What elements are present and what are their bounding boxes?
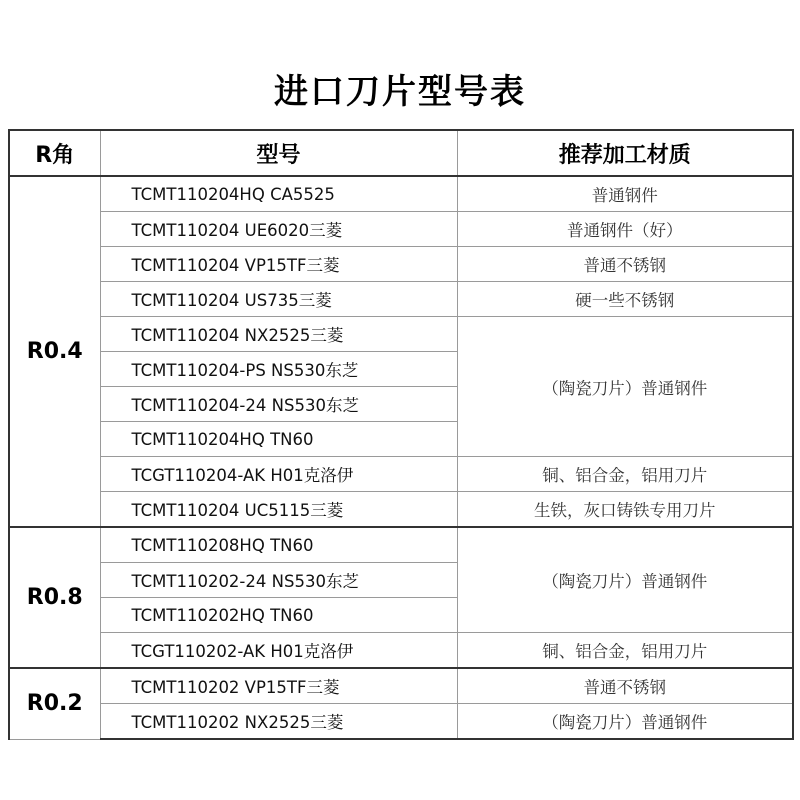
model-cell: TCMT110202 VP15TF三菱 [100,668,457,704]
model-cell: TCGT110202-AK H01克洛伊 [100,633,457,669]
table-row [9,668,793,704]
table-row [9,247,793,282]
header-material: 推荐加工材质 [457,130,793,176]
material-cell: （陶瓷刀片）普通钢件 [457,317,793,457]
r-angle-cell: R0.2 [9,668,100,739]
model-cell: TCMT110204-24 NS530东芝 [100,387,457,422]
r-angle-cell: R0.4 [9,176,100,527]
r-angle-cell: R0.8 [9,527,100,668]
insert-model-table [8,129,794,740]
material-cell: 铜、铝合金，铝用刀片 [457,457,793,492]
table-header-row [9,130,793,176]
table-row [9,317,793,352]
material-cell: （陶瓷刀片）普通钢件 [457,704,793,740]
table-row [9,704,793,740]
model-cell: TCMT110204 VP15TF三菱 [100,247,457,282]
material-cell: 普通钢件 [457,176,793,212]
material-cell: （陶瓷刀片）普通钢件 [457,527,793,633]
model-cell: TCMT110204 UC5115三菱 [100,492,457,528]
model-cell: TCGT110204-AK H01克洛伊 [100,457,457,492]
table-row [9,527,793,563]
table-row [9,212,793,247]
material-cell: 铜、铝合金，铝用刀片 [457,633,793,669]
model-cell: TCMT110204-PS NS530东芝 [100,352,457,387]
table-row [9,633,793,669]
model-cell: TCMT110204 US735三菱 [100,282,457,317]
table-row [9,457,793,492]
material-cell: 生铁，灰口铸铁专用刀片 [457,492,793,528]
table-row [9,282,793,317]
model-cell: TCMT110202HQ TN60 [100,598,457,633]
model-cell: TCMT110204 UE6020三菱 [100,212,457,247]
material-cell: 硬一些不锈钢 [457,282,793,317]
header-model: 型号 [100,130,457,176]
model-cell: TCMT110208HQ TN60 [100,527,457,563]
table-row [9,492,793,528]
material-cell: 普通不锈钢 [457,247,793,282]
material-cell: 普通钢件（好） [457,212,793,247]
table-row [9,176,793,212]
model-cell: TCMT110202 NX2525三菱 [100,704,457,740]
header-r-angle: R角 [9,130,100,176]
model-cell: TCMT110204 NX2525三菱 [100,317,457,352]
model-cell: TCMT110204HQ TN60 [100,422,457,457]
model-cell: TCMT110202-24 NS530东芝 [100,563,457,598]
material-cell: 普通不锈钢 [457,668,793,704]
model-cell: TCMT110204HQ CA5525 [100,176,457,212]
page-title: 进口刀片型号表 [274,72,526,112]
